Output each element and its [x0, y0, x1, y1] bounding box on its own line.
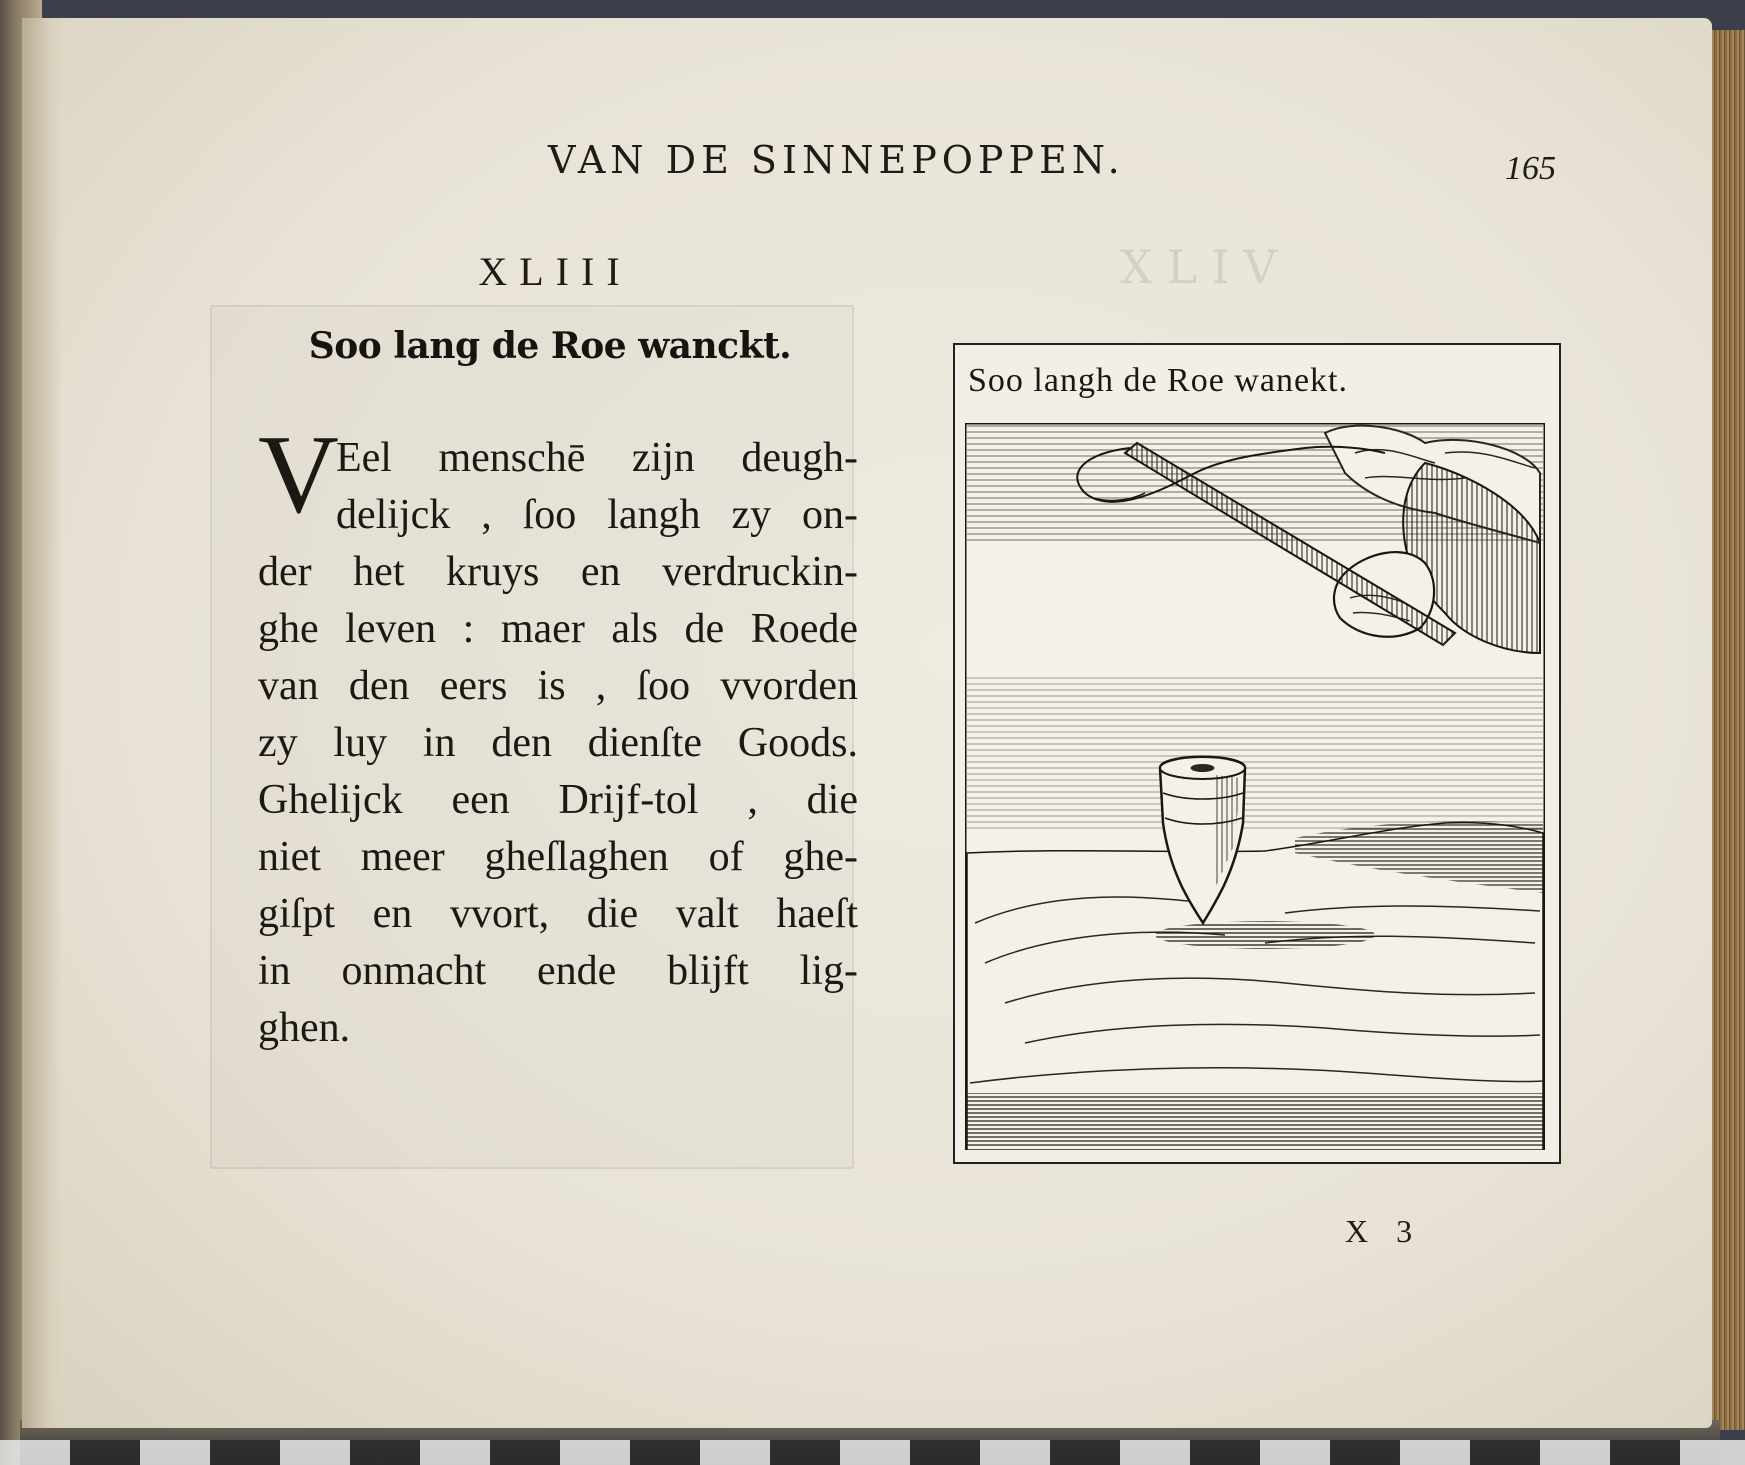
body-line: niet meer gheſlaghen of ghe- — [258, 834, 858, 880]
running-head: VAN DE SINNEPOPPEN. — [548, 138, 1125, 182]
body-line: Eel menschē zijn deugh- — [336, 435, 858, 481]
page-number: 165 — [1505, 150, 1556, 187]
scale-ruler — [0, 1440, 1745, 1465]
signature-mark: X 3 — [1345, 1213, 1423, 1249]
body-line: ghen. — [258, 1005, 351, 1051]
body-text — [258, 430, 858, 1057]
body-line: van den eers is , ſoo vvorden — [258, 663, 858, 709]
body-line: delijck , ſoo langh zy on- — [336, 492, 858, 538]
plate-caption: Soo langh de Roe wanekt. — [968, 362, 1348, 399]
engraving-illustration — [965, 423, 1545, 1150]
emblem-motto: Soo lang de Roe wanckt. — [308, 325, 792, 367]
body-line: Ghelijck een Drijf-tol , die — [258, 777, 858, 823]
emblem-number: XLIII — [478, 249, 632, 294]
body-line: zy luy in den dienſte Goods. — [258, 720, 858, 766]
body-line: der het kruys en verdruckin- — [258, 549, 858, 595]
body-line: giſpt en vvort, die valt haeſt — [258, 891, 858, 937]
bleed-through-heading: XLIV — [1120, 240, 1291, 294]
drop-capital: V — [258, 413, 339, 537]
body-line: ghe leven : maer als de Roede — [258, 606, 858, 652]
page-curl — [22, 18, 62, 1428]
body-line: in onmacht ende blijft lig- — [258, 948, 858, 994]
